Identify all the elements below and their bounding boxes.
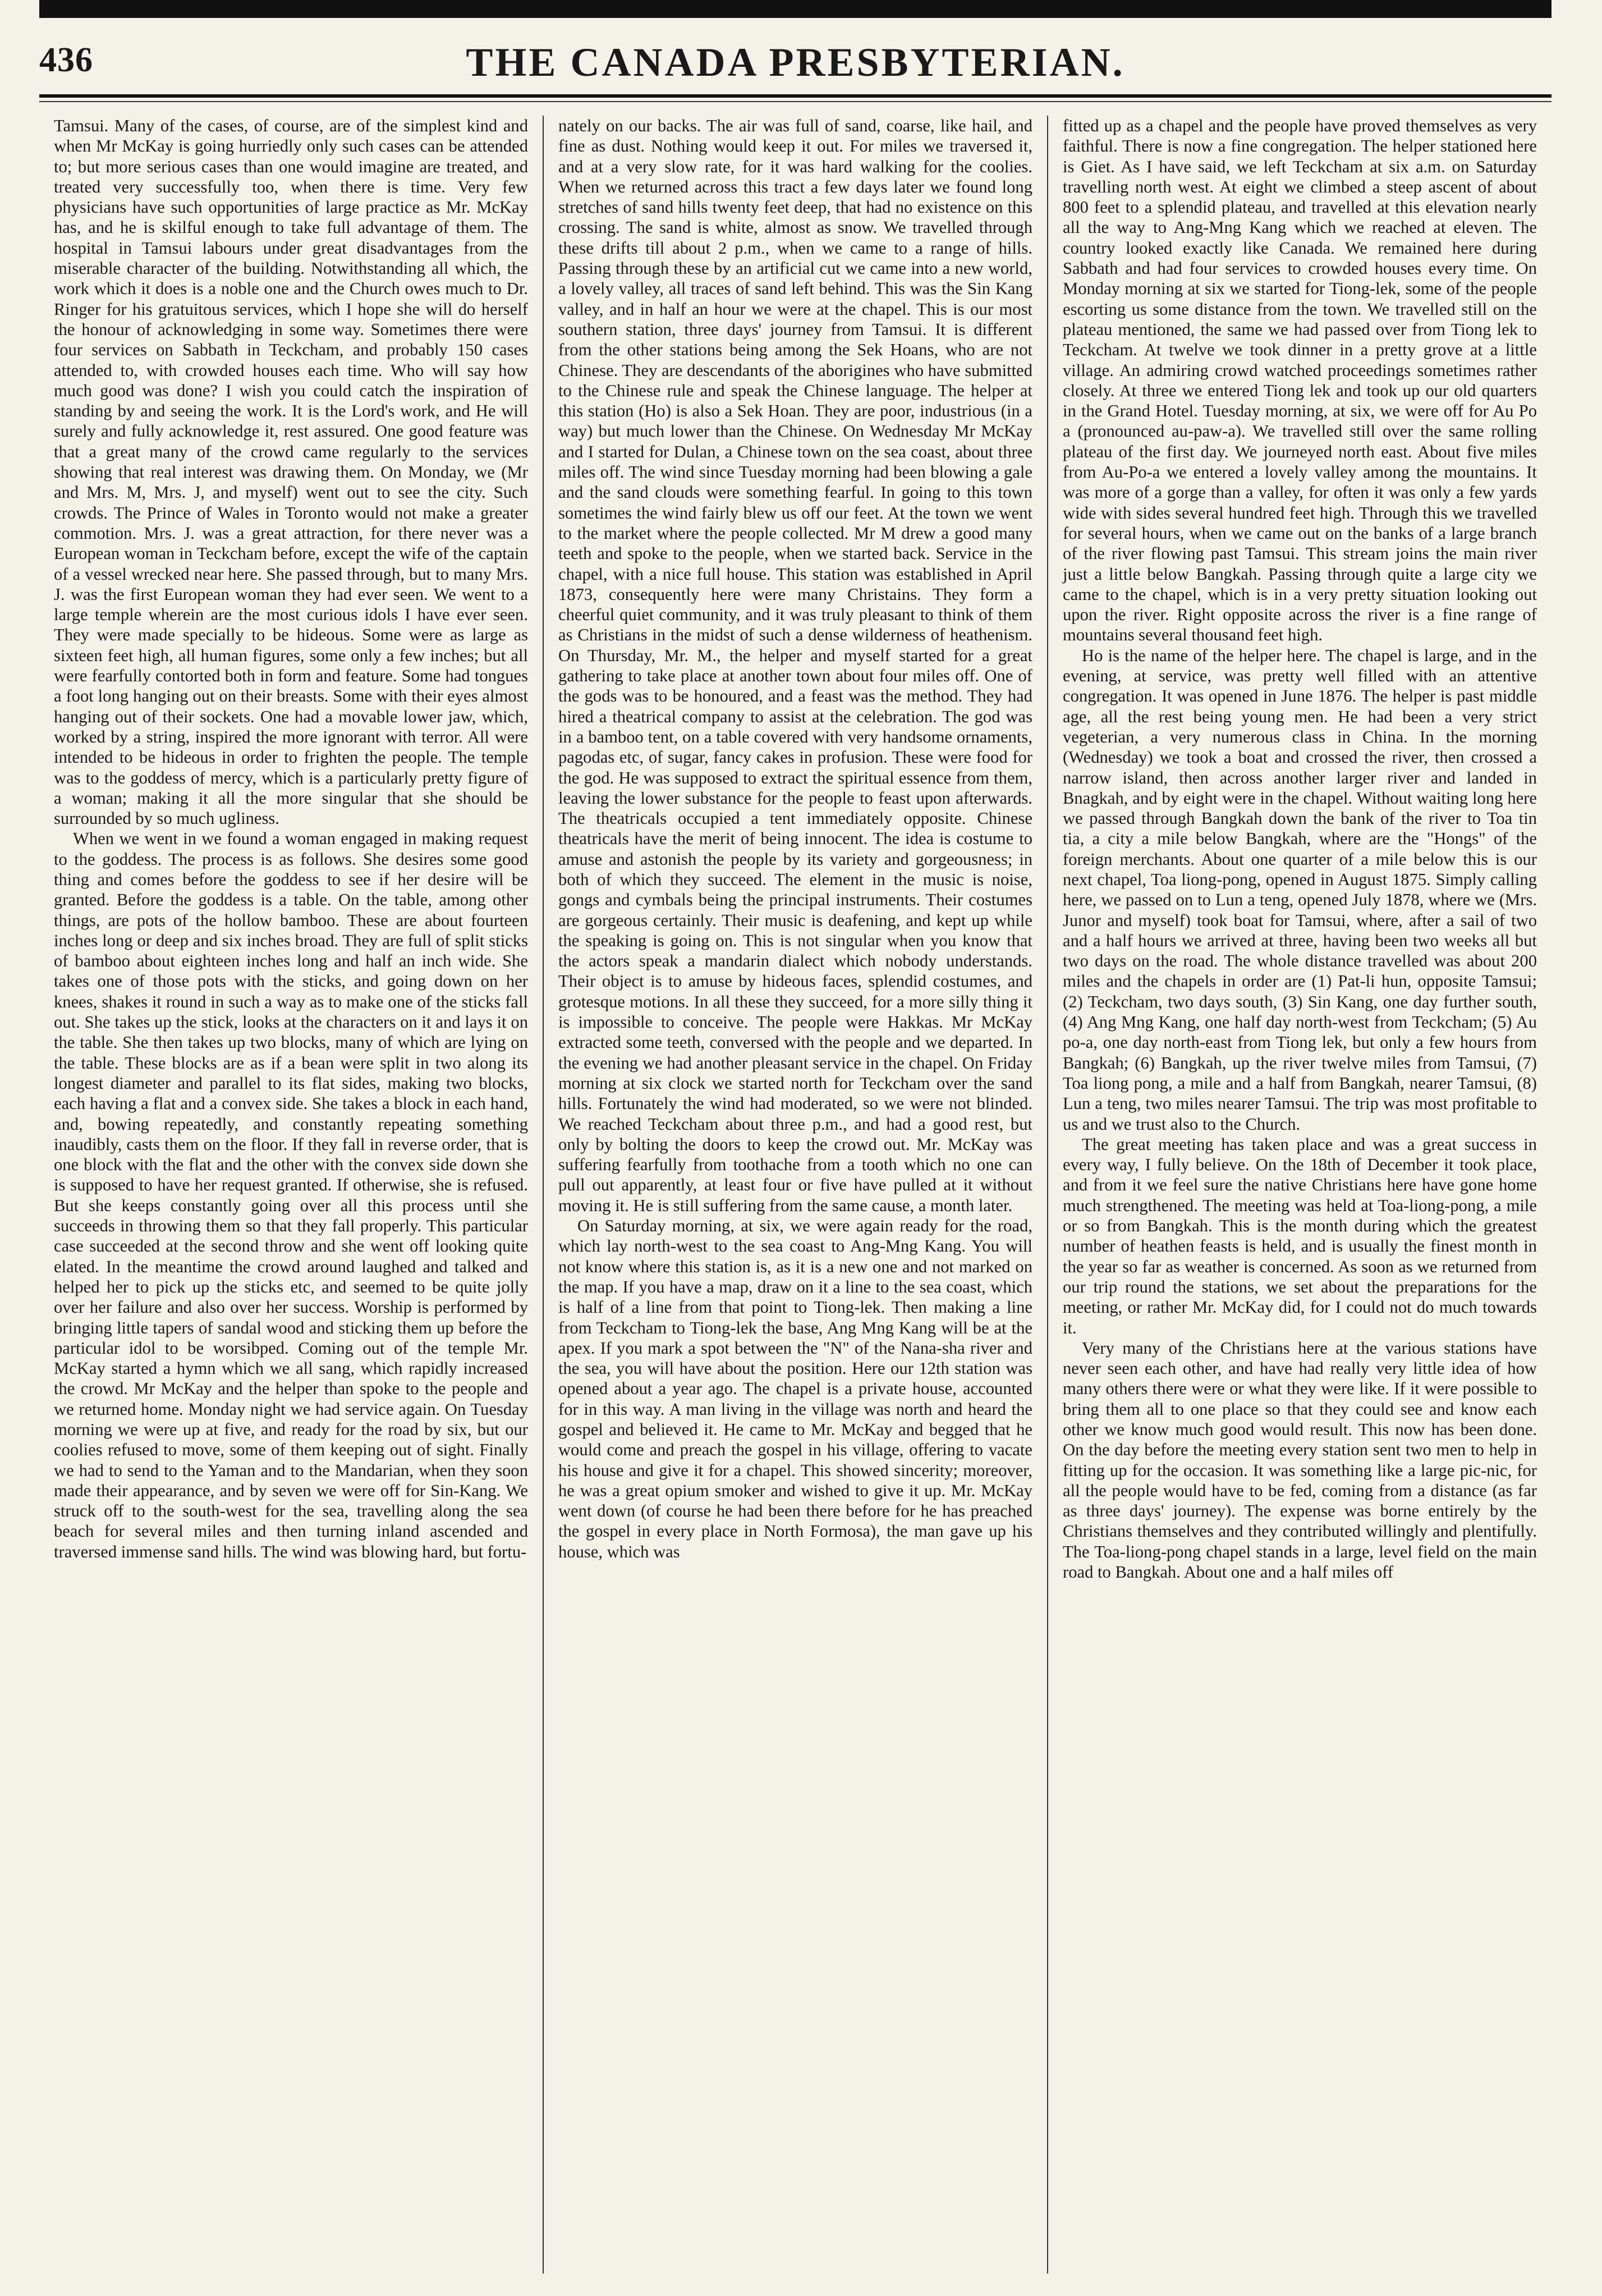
paragraph: fitted up as a chapel and the people have proved themselves as very faithful. There is now a fine congregation. The helper stationed here is Giet. As I have said, we left Teckcham at six a.m. on Saturday travelling north west. At eight we climbed a steep ascent of about 800 feet to a splendid plateau, and travelled at this elevation nearly all the way to Ang-Mng Kang which we reached at eleven. The country looked exactly like Canada. We remained here during Sabbath and had four services to crowded houses every time. On Monday morning at six we started for Tiong-lek, some of the people escorting us some distance from the town. We travelled still on the plateau mentioned, the same we had passed over from Tiong lek to Teckcham. At twelve we took dinner in a pretty grove at a little village. An admiring crowd watched proceedings sometimes rather closely. At three we entered Tiong lek and took up our old quarters in the Grand Hotel. Tuesday morning, at six, we were off for Au Po a (pronounced au-paw-a). We travelled still over the same rolling plateau of the first day. We journeyed north east. About five miles from Au-Po-a we entered a lovely valley among the mountains. It was more of a gorge than a valley, for often it was only a few yards wide with sides several hundred feet high. Through this we travelled for several hours, when we came out on the banks of a large branch of the river flowing past Tamsui. This stream joins the main river just a little below Bangkah. Passing through quite a large city we came to the chapel, which is in a very pretty situation looking out upon the river. Right opposite across the river is a fine range of mountains several thousand feet high. [1063, 116, 1537, 645]
paragraph: When we went in we found a woman engaged in making request to the goddess. The process is as follows. She desires some good thing and comes before the goddess to see if her desire will be granted. Before the goddess is a table. On the table, among other things, are pots of the hollow bamboo. These are about fourteen inches long or deep and six inches broad. They are full of split sticks of bamboo about eighteen inches long and half an inch wide. She takes one of those pots with the sticks, and going down on her knees, shakes it round in such a way as to make one of the sticks fall out. She takes up the stick, looks at the characters on it and lays it on the table. She then takes up two blocks, many of which are lying on the table. These blocks are as if a bean were split in two along its longest diameter and parallel to its flat sides, making two blocks, each having a flat and a convex side. She takes a block in each hand, and, bowing repeatedly, and constantly repeating something inaudibly, casts them on the floor. If they fall in reverse order, that is one block with the flat and the other with the convex side down she is supposed to have her request granted. If otherwise, she is refused. But she keeps constantly going over all this process until she succeeds in throwing them so that they fall properly. This particular case succeeded at the second throw and she went off looking quite elated. In the meantime the crowd around laughed and talked and helped her to pick up the sticks etc, and seemed to be quite jolly over her failure and also over her success. Worship is performed by bringing little tapers of sandal wood and sticking them up before the particular idol to be worsibped. Coming out of the temple Mr. McKay started a hymn which we all sang, which rapidly increased the crowd. Mr McKay and the helper than spoke to the people and we returned home. Monday night we had service again. On Tuesday morning we were up at five, and ready for the road by six, but our coolies refused to move, some of them keeping out of sight. Finally we had to send to the Yaman and to the Mandarian, when they soon made their appearance, and by seven we were off for Sin-Kang. We struck off to the south-west for the sea, travelling along the sea beach for several miles and then turning inland ascended and traversed immense sand hills. The wind was blowing hard, but fortu- [54, 829, 528, 1561]
paragraph: The great meeting has taken place and was a great success in every way, I fully believe. On the 18th of December it took place, and from it we feel sure the native Christians here have gone home much strengthened. The meeting was held at Toa-liong-pong, a mile or so from Bangkah. This is the month during which the greatest number of heathen feasts is held, and is usually the finest month in the year so far as weather is concerned. As soon as we returned from our trip round the stations, we set about the preparations for the meeting, or rather Mr. McKay did, for I could not do much towards it. [1063, 1134, 1537, 1337]
paragraph: On Saturday morning, at six, we were again ready for the road, which lay north-west to the sea coast to Ang-Mng Kang. You will not know where this station is, as it is a new one and not marked on the map. If you have a map, draw on it a line to the sea coast, which is half of a line from that point to Tiong-lek. Then making a line from Teckcham to Tiong-lek the base, Ang Mng Kang will be at the apex. If you mark a spot between the "N" of the Nana-sha river and the sea, you will have about the position. Here our 12th station was opened about a year ago. The chapel is a private house, accounted for in this way. A man living in the village was north and heard the gospel and believed it. He came to Mr. McKay and begged that he would come and preach the gospel in his village, offering to vacate his house and give it for a chapel. This showed sincerity; moreover, he was a great opium smoker and wished to give it up. Mr. McKay went down (of course he had been there before for he has preached the gospel in every place in North Formosa), the man gave up his house, which was [558, 1216, 1032, 1561]
top-border-rule [39, 0, 1551, 18]
column-2 [544, 112, 1047, 2274]
header-rule-thin [39, 101, 1551, 102]
paragraph: Ho is the name of the helper here. The chapel is large, and in the evening, at service, was pretty well filled with an attentive congregation. It was opened in June 1876. The helper is past middle age, all the rest being young men. He had been a very strict vegeterian, a very numerous class in China. In the morning (Wednesday) we took a boat and crossed the river, then crossed a narrow island, then across another larger river and landed in Bnagkah, and by eight were in the chapel. Without waiting long here we passed through Bangkah down the bank of the river to Toa tin tia, a city a mile below Bangkah, where are the "Hongs" of the foreign merchants. About one quarter of a mile below this is our next chapel, Toa liong-pong, opened in August 1875. Simply calling here, we passed on to Lun a teng, opened July 1878, where we (Mrs. Junor and myself) took boat for Tamsui, where, after a sail of two and a half hours we arrived at three, having been two weeks all but two days on the road. The whole distance travelled was about 200 miles and the chapels in order are (1) Pat-li hun, opposite Tamsui; (2) Teckcham, two days south, (3) Sin Kang, one day further south, (4) Ang Mng Kang, one half day north-west from Teckcham; (5) Au po-a, one day north-east from Tiong lek, but only a few hours from Bangkah; (6) Bangkah, up the river twelve miles from Tamsui, (7) Toa liong pong, a mile and a half from Bangkah, nearer Tamsui, (8) Lun a teng, two miles nearer Tamsui. The trip was most profitable to us and we trust also to the Church. [1063, 645, 1537, 1134]
page-header [39, 34, 1551, 95]
masthead-title: THE CANADA PRESBYTERIAN. [466, 40, 1125, 85]
paragraph: Very many of the Christians here at the various stations have never seen each other, and have had really very little idea of how many others there were or what they were like. If it were possible to bring them all to one place so that they could see and know each other we know much good would result. This now has been done. On the day before the meeting every station sent two men to help in fitting up for the occasion. It was something like a large pic-nic, for all the people would have to be fed, coming from a distance (as far as three days' journey). The expense was borne entirely by the Christians themselves and they contributed willingly and plentifully. The Toa-liong-pong chapel stands in a large, level field on the main road to Bangkah. About one and a half miles off [1063, 1338, 1537, 1582]
header-rule [39, 94, 1551, 98]
paragraph: Tamsui. Many of the cases, of course, are of the simplest kind and when Mr McKay is going hurriedly only such cases can be attended to; but more serious cases than one would imagine are treated, and treated very successfully too, when there is time. Very few physicians have such opportunities of large practice as Mr. McKay has, and he is skilful enough to take full advantage of them. The hospital in Tamsui labours under great disadvantages from the miserable character of the building. Notwithstanding all which, the work which it does is a noble one and the Church owes much to Dr. Ringer for his gratuitous services, which I hope she will do herself the honour of acknowledging in some way. Sometimes there were four services on Sabbath in Teckcham, and probably 150 cases attended to, with crowded houses each time. Who will say how much good was done? I wish you could catch the inspiration of standing by and seeing the work. It is the Lord's work, and He will surely and fully acknowledge it, rest assured. One good feature was that a great many of the crowd came regularly to the services showing that real interest was drawing them. On Monday, we (Mr and Mrs. M, Mrs. J, and myself) went out to see the city. Such crowds. The Prince of Wales in Toronto would not make a greater commotion. Mrs. J. was a great attraction, for there never was a European woman in Teckcham before, except the wife of the captain of a vessel wrecked near here. She passed through, but to many Mrs. J. was the first European woman they had ever seen. We went to a large temple wherein are the most curious idols I have ever seen. They were made specially to be hideous. Some were as large as sixteen feet high, all human figures, some only a few inches; but all were fearfully contorted both in form and feature. Some had tongues a foot long hanging out on their breasts. Some with their eyes almost hanging out of their sockets. One had a movable lower jaw, which, worked by a string, inspired the more ignorant with terror. All were intended to be hideous in order to frighten the people. The temple was to the goddess of mercy, which is a particularly pretty figure of a woman; making it all the more singular that she should be surrounded by so much ugliness. [54, 116, 528, 828]
column-1 [39, 112, 543, 2274]
page-number: 436 [39, 41, 93, 79]
text-columns [39, 112, 1551, 2274]
column-3 [1048, 112, 1551, 2274]
paragraph: nately on our backs. The air was full of sand, coarse, like hail, and fine as dust. Nothing would keep it out. For miles we traversed it, and at a very slow rate, for it was hard walking for the coolies. When we returned across this tract a few days later we found long stretches of sand hills twenty feet deep, that had no existence on this crossing. The sand is white, almost as snow. We travelled through these drifts till about 2 p.m., when we came to a range of hills. Passing through these by an artificial cut we came into a new world, a lovely valley, all traces of sand left behind. This was the Sin Kang valley, and in half an hour we were at the chapel. This is our most southern station, three days' journey from Tamsui. It is different from the other stations being among the Sek Hoans, who are not Chinese. They are descendants of the aborigines who have submitted to the Chinese rule and speak the Chinese language. The helper at this station (Ho) is also a Sek Hoan. They are poor, industrious (in a way) but much lower than the Chinese. On Wednesday Mr McKay and I started for Dulan, a Chinese town on the sea coast, about three miles off. The wind since Tuesday morning had been blowing a gale and the sand clouds were something fearful. In going to this town sometimes the wind fairly blew us off our feet. At the town we went to the market where the people collected. Mr M drew a good many teeth and spoke to the people, when we started back. Service in the chapel, with a nice full house. This station was established in April 1873, consequently here were many Christains. They form a cheerful quiet community, and it was truly pleasant to think of them as Christians in the midst of such a dense wilderness of heathenism. On Thursday, Mr. M., the helper and myself started for a great gathering to take place at another town about four miles off. One of the gods was to be honoured, and a feast was the method. They had hired a theatrical company to assist at the celebration. The god was in a bamboo tent, on a table covered with very handsome ornaments, pagodas etc, of sugar, fancy cakes in profusion. These were food for the god. He was supposed to extract the spiritual essence from them, leaving the lower substance for the people to feast upon afterwards. The theatricals occupied a tent immediately opposite. Chinese theatricals have the merit of being innocent. The idea is costume to amuse and astonish the people by its variety and gorgeousness; in both of which they succeed. The element in the music is noise, gongs and cymbals being the principal instruments. Their costumes are gorgeous certainly. Their music is deafening, and kept up while the speaking is going on. This is not singular when you know that the actors speak a mandarin dialect which nobody understands. Their object is to amuse by hideous faces, splendid costumes, and grotesque motions. In all these they succeed, for a more silly thing it is impossible to conceive. The people were Hakkas. Mr McKay extracted some teeth, conversed with the people and we departed. In the evening we had another pleasant service in the chapel. On Friday morning at six clock we started north for Teckcham over the sand hills. Fortunately the wind had moderated, so we were not blinded. We reached Teckcham about three p.m., and had a good rest, but only by bolting the doors to keep the crowd out. Mr. McKay was suffering fearfully from toothache from a tooth which no one can pull out apparently, at least four or five have pulled at it without moving it. He is still suffering from the same cause, a month later. [558, 116, 1032, 1215]
